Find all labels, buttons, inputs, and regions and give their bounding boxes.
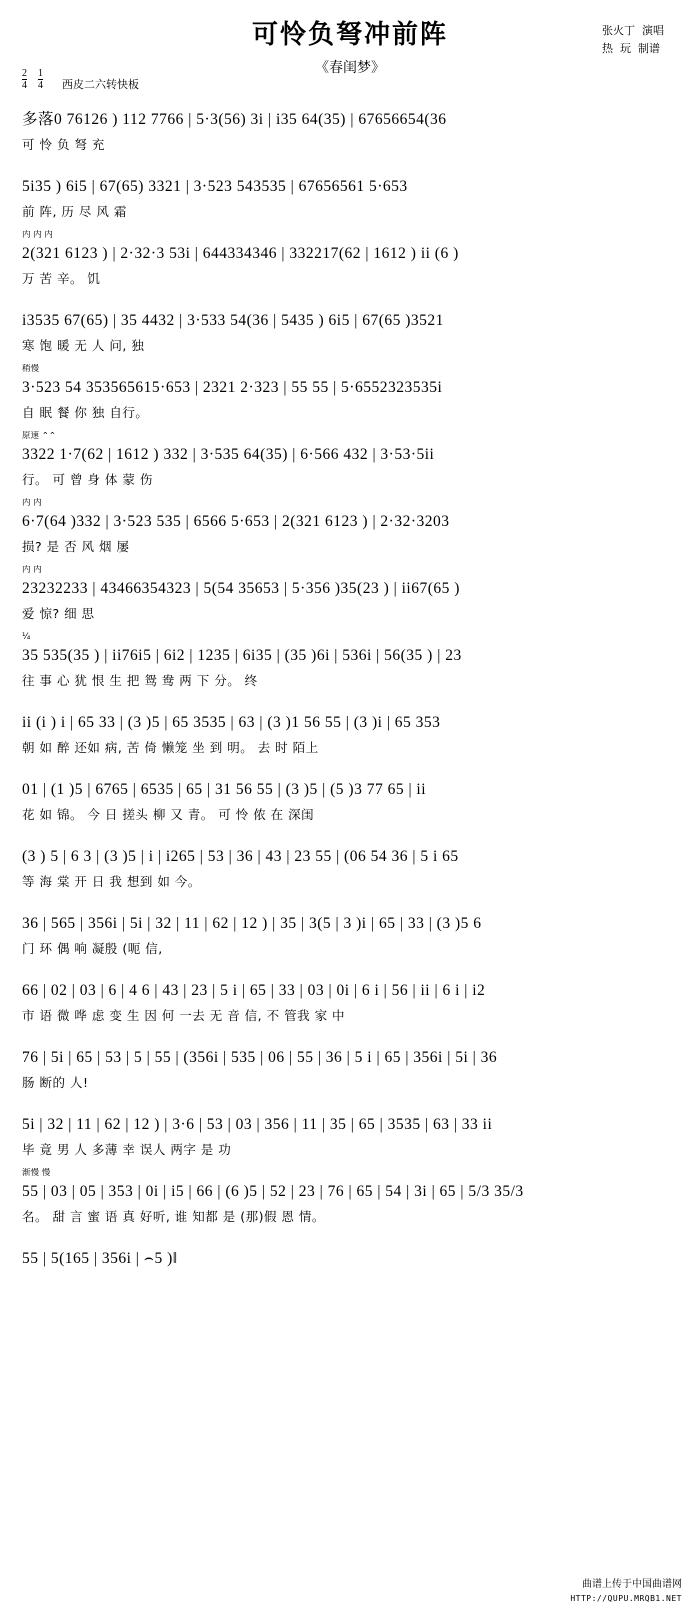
system-lyrics: 自 眠 餐 你 独 自行。 (22, 405, 149, 420)
music-system (0, 96, 700, 155)
system-notes: 76 | 5i | 65 | 53 | 5 | 55 | (356i | 535 | 06 | 55 | 36 | 5 i | 65 | 356i | 5i | 36 (22, 1049, 498, 1066)
system-notes: 2(321 6123 ) | 2·32·3 53i | 644334346 | 332217(62 | 1612 ) ii (6 ) (22, 245, 459, 262)
time-signature-primary-numerator: 2 (22, 68, 27, 79)
music-system (0, 364, 700, 423)
system-lyrics: 万 苦 辛。 饥 (22, 271, 101, 286)
system-lyrics: 门 环 偶 响 凝殷 (呃 信, (22, 941, 163, 956)
system-lyrics: 花 如 锦。 今 日 搓头 柳 又 青。 可 怜 侬 在 深闺 (22, 807, 315, 822)
credits (602, 22, 664, 58)
music-system (0, 297, 700, 356)
credit-arranger: 热 玩 制谱 (602, 42, 660, 55)
system-lyrics: 行。 可 曾 身 体 蒙 伤 (22, 472, 153, 487)
music-system (0, 431, 700, 490)
music-system (0, 498, 700, 557)
system-lyrics: 寒 饱 暖 无 人 问, 独 (22, 338, 145, 353)
system-notes: 多落0 76126 ) 112 7766 | 5·3(56) 3i | i35 64(35) | 67656654(36 (22, 111, 447, 128)
music-system (0, 699, 700, 758)
system-notes: 35 535(35 ) | ii76i5 | 6i2 | 1235 | 6i35 | (35 )6i | 536i | 56(35 ) | 23 (22, 647, 462, 664)
system-lyrics: 朝 如 醉 还如 病, 苦 倚 懒笼 坐 到 明。 去 时 陌上 (22, 740, 319, 755)
music-system (0, 1168, 700, 1227)
time-signature-primary (22, 68, 27, 91)
music-system (0, 1302, 700, 1361)
system-annotation (22, 833, 678, 844)
music-system (0, 565, 700, 624)
music-system (0, 230, 700, 289)
system-notes: 01 | (1 )5 | 6765 | 6535 | 65 | 31 56 55 | (3 )5 | (5 )3 77 65 | ii (22, 781, 427, 798)
system-notes: 5i35 ) 6i5 | 67(65) 3321 | 3·523 543535 | 67656561 5·653 (22, 178, 408, 195)
music-system (0, 833, 700, 892)
system-notes: 6·7(64 )332 | 3·523 535 | 6566 5·653 | 2(321 6123 ) | 2·32·3203 (22, 513, 450, 530)
system-notes: 23232233 | 43466354323 | 5(54 35653 | 5·356 )35(23 ) | ii67(65 ) (22, 580, 460, 597)
system-annotation (22, 1034, 678, 1045)
system-annotation: 内 内 (22, 498, 42, 508)
system-annotation: 原速 ⌃⌃ (22, 431, 56, 441)
system-annotation (22, 1235, 678, 1246)
style-marking: 西皮二六转快板 (62, 78, 139, 91)
time-signature-block (22, 68, 43, 91)
system-lyrics: 名。 甜 言 蜜 语 真 好听, 谁 知都 是 (那)假 恩 情。 (22, 1209, 325, 1224)
system-lyrics (22, 1274, 678, 1294)
system-lyrics: 爱 惊? 细 思 (22, 606, 95, 621)
system-notes: 55 | 03 | 05 | 353 | 0i | i5 | 66 | (6 )5 | 52 | 23 | 76 | 65 | 54 | 3i | 65 | 5/3 35/3 (22, 1183, 524, 1200)
credit-singer: 张火丁 演唱 (602, 24, 664, 37)
opera-subtitle: 《春闺梦》 (315, 60, 385, 76)
system-annotation: 稍慢 (22, 364, 40, 374)
time-signature-secondary-numerator: 1 (38, 68, 43, 79)
system-annotation (22, 297, 678, 308)
system-lyrics: 等 海 棠 开 日 我 想到 如 今。 (22, 874, 201, 889)
music-system (0, 766, 700, 825)
music-system (0, 1101, 700, 1160)
music-system (0, 163, 700, 222)
system-notes (22, 1313, 678, 1341)
footer (570, 1578, 682, 1606)
system-annotation: 内 内 (22, 565, 42, 575)
system-annotation (22, 900, 678, 911)
time-signature-secondary (38, 68, 43, 91)
system-notes: 3322 1·7(62 | 1612 ) 332 | 3·535 64(35) | 6·566 432 | 3·53·5ii (22, 446, 435, 463)
time-signature-primary-denominator: 4 (22, 80, 27, 91)
system-annotation (22, 699, 678, 710)
footer-note: 曲谱上传于中国曲谱网 (582, 1579, 682, 1590)
system-annotation: 渐慢 慢 (22, 1168, 51, 1178)
system-annotation: 内 内 内 (22, 230, 53, 240)
system-annotation (22, 96, 678, 107)
system-annotation (22, 967, 678, 978)
system-lyrics (22, 1341, 678, 1361)
system-lyrics: 可 怜 负 弩 充 (22, 137, 105, 152)
music-system (0, 1034, 700, 1093)
system-notes: 3·523 54 353565615·653 | 2321 2·323 | 55 55 | 5·6552323535i (22, 379, 443, 396)
footer-url: HTTP://QUPU.MRQB1.NET (570, 1594, 682, 1603)
page-title: 可怜负弩冲前阵 (251, 20, 448, 50)
system-annotation (22, 1101, 678, 1112)
music-system (0, 967, 700, 1026)
system-lyrics: 往 事 心 犹 恨 生 把 鸳 鸯 两 下 分。 终 (22, 673, 258, 688)
system-notes: 55 | 5(165 | 356i | ⌢5 )‖ (22, 1250, 178, 1267)
system-lyrics: 前 阵, 历 尽 风 霜 (22, 204, 127, 219)
system-notes: 66 | 02 | 03 | 6 | 4 6 | 43 | 23 | 5 i | 65 | 33 | 03 | 0i | 6 i | 56 | ii | 6 i | i2 (22, 982, 486, 999)
system-lyrics: 损? 是 否 风 烟 屡 (22, 539, 130, 554)
music-system (0, 900, 700, 959)
music-system (0, 632, 700, 691)
system-annotation (22, 766, 678, 777)
time-signature-secondary-denominator: 4 (38, 80, 43, 91)
system-annotation: ⅟₄ (22, 632, 31, 642)
system-annotation (22, 1302, 678, 1313)
system-lyrics: 毕 竟 男 人 多薄 幸 误人 两字 是 功 (22, 1142, 232, 1157)
system-notes: (3 ) 5 | 6 3 | (3 )5 | i | i265 | 53 | 36 | 43 | 23 55 | (06 54 36 | 5 i 65 (22, 848, 459, 865)
system-notes: 5i | 32 | 11 | 62 | 12 ) | 3·6 | 53 | 03 | 356 | 11 | 35 | 65 | 3535 | 63 | 33 ii (22, 1116, 493, 1133)
system-annotation (22, 163, 678, 174)
system-lyrics: 市 语 微 哗 虑 变 生 因 何 一去 无 音 信, 不 管我 家 中 (22, 1008, 346, 1023)
system-notes: 36 | 565 | 356i | 5i | 32 | 11 | 62 | 12 ) | 35 | 3(5 | 3 )i | 65 | 33 | (3 )5 6 (22, 915, 482, 932)
score-body (0, 96, 700, 1369)
system-notes: i3535 67(65) | 35 4432 | 3·533 54(36 | 5435 ) 6i5 | 67(65 )3521 (22, 312, 444, 329)
system-lyrics: 肠 断的 人! (22, 1075, 89, 1090)
system-notes: ii (i ) i | 65 33 | (3 )5 | 65 3535 | 63 | (3 )1 56 55 | (3 )i | 65 353 (22, 714, 441, 731)
music-system (0, 1235, 700, 1294)
